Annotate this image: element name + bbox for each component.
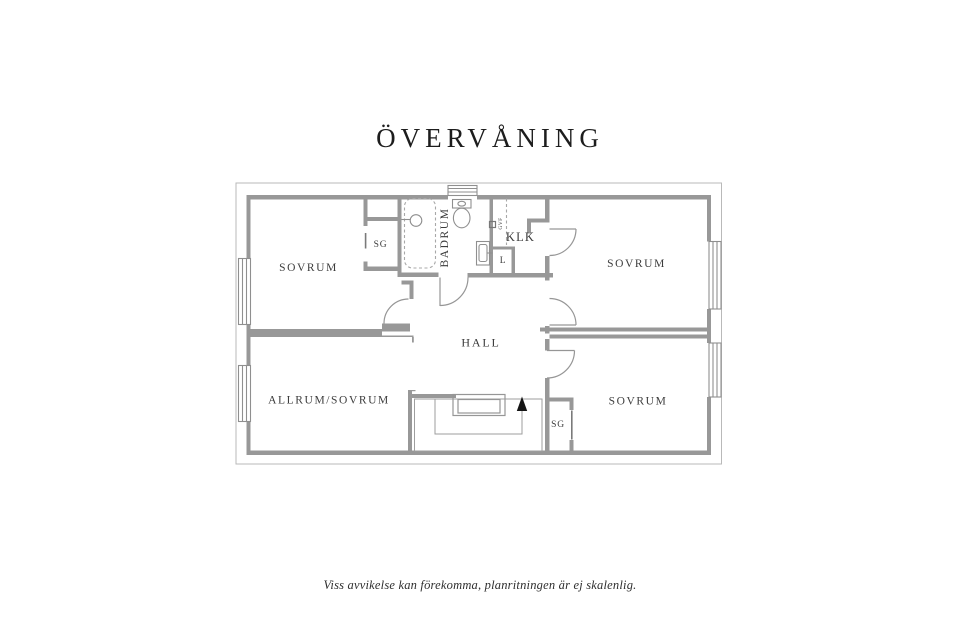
room-label-badrum: BADRUM xyxy=(439,207,451,268)
window-west-lower xyxy=(239,366,251,422)
label-gvf: GVF xyxy=(498,217,504,230)
site-outline xyxy=(236,183,722,464)
closet-label-sg-se: SG xyxy=(551,420,565,430)
bathtub-drain-icon xyxy=(410,215,422,227)
disclaimer-text: Viss avvikelse kan förekomma, planritningen är ej skalenlig. xyxy=(323,578,637,592)
room-labels xyxy=(268,207,667,430)
page-title: ÖVERVÅNING xyxy=(376,123,604,153)
window-west-upper xyxy=(239,259,251,325)
room-label-hall: HALL xyxy=(461,335,501,350)
windows xyxy=(239,186,722,422)
room-label-klk: KLK xyxy=(505,230,536,244)
doors xyxy=(384,229,576,378)
stair-walk-line xyxy=(435,400,522,435)
room-label-sovrum-nw: SOVRUM xyxy=(279,262,338,274)
window-north-badrum xyxy=(448,186,477,196)
window-east-upper xyxy=(709,242,721,310)
door-sovrum-ne-upper xyxy=(550,229,577,256)
closet-label-linen: L xyxy=(499,256,507,266)
stair-railing xyxy=(453,395,505,416)
toilet-icon xyxy=(453,200,472,228)
room-label-sovrum-ne: SOVRUM xyxy=(607,258,666,270)
door-sovrum-se xyxy=(547,351,575,379)
room-label-allrum: ALLRUM/SOVRUM xyxy=(268,394,390,407)
door-sovrum-ne-lower xyxy=(550,299,577,326)
door-badrum xyxy=(440,278,468,307)
door-sovrum-nw xyxy=(384,299,409,324)
closet-label-sg-nw: SG xyxy=(373,240,388,250)
bathtub-icon xyxy=(405,199,436,269)
window-east-lower xyxy=(709,343,721,397)
room-label-sovrum-se: SOVRUM xyxy=(608,395,668,408)
staircase xyxy=(415,395,543,452)
